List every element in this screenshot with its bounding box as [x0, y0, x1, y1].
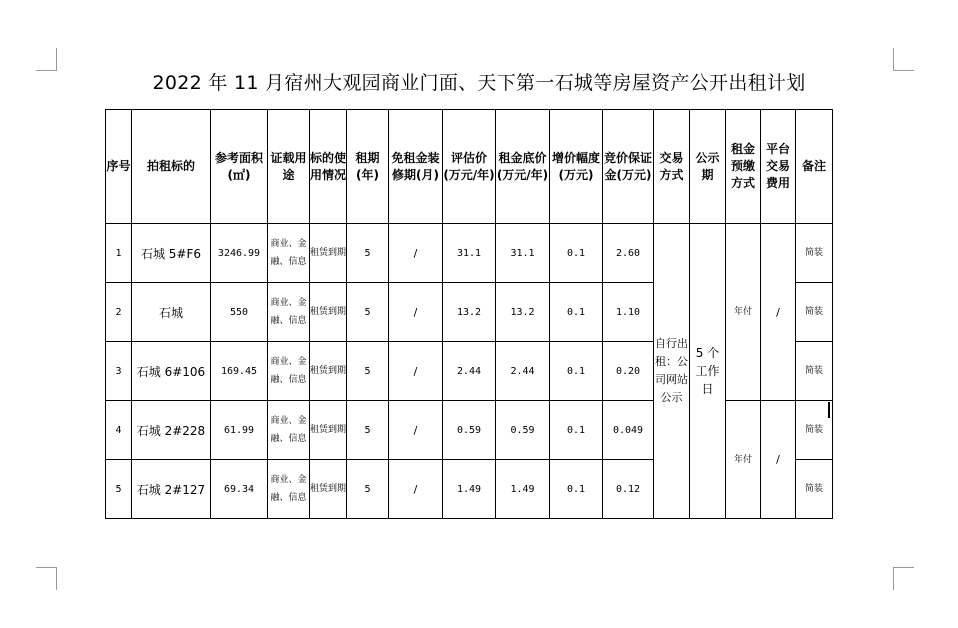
cell-term: 5	[347, 401, 389, 460]
rental-plan-table	[105, 109, 833, 519]
cell-no: 4	[106, 401, 132, 460]
cell-fee-a: /	[761, 224, 796, 401]
cell-area: 3246.99	[211, 224, 268, 283]
cell-area: 69.34	[211, 460, 268, 519]
header-method: 交易方式	[654, 110, 690, 224]
cell-area: 550	[211, 283, 268, 342]
cell-increment: 0.1	[550, 460, 603, 519]
header-no: 序号	[106, 110, 132, 224]
cell-target: 石城 2#127	[132, 460, 211, 519]
cell-usage: 租赁到期	[310, 283, 347, 342]
cell-reserve: 2.44	[496, 342, 550, 401]
cell-increment: 0.1	[550, 224, 603, 283]
cell-area: 61.99	[211, 401, 268, 460]
header-rentfree: 免租金装修期(月)	[389, 110, 443, 224]
cell-appraised: 31.1	[443, 224, 496, 283]
cell-reserve: 0.59	[496, 401, 550, 460]
cell-remark: 简装	[796, 342, 833, 401]
cell-rentfree: /	[389, 283, 443, 342]
cell-no: 1	[106, 224, 132, 283]
cell-reserve: 31.1	[496, 224, 550, 283]
cell-no: 5	[106, 460, 132, 519]
header-notice: 公示期	[690, 110, 726, 224]
header-reserve: 租金底价(万元/年)	[496, 110, 550, 224]
header-appraised: 评估价(万元/年)	[443, 110, 496, 224]
cell-notice: 5 个工作日	[690, 224, 726, 519]
text-cursor	[828, 402, 830, 418]
cell-target: 石城 6#106	[132, 342, 211, 401]
header-target: 拍租标的	[132, 110, 211, 224]
cell-prepay-b: 年付	[726, 401, 761, 519]
cell-reserve: 1.49	[496, 460, 550, 519]
cell-purpose: 商业、金融、信息	[268, 342, 310, 401]
cell-prepay-a: 年付	[726, 224, 761, 401]
cell-remark: 简装	[796, 460, 833, 519]
cell-no: 2	[106, 283, 132, 342]
cell-area: 169.45	[211, 342, 268, 401]
cell-term: 5	[347, 224, 389, 283]
cell-usage: 租赁到期	[310, 342, 347, 401]
crop-mark-bottom-left	[36, 567, 57, 590]
header-increment: 增价幅度(万元)	[550, 110, 603, 224]
cell-deposit: 2.60	[603, 224, 654, 283]
cell-fee-b: /	[761, 401, 796, 519]
cell-appraised: 1.49	[443, 460, 496, 519]
cell-term: 5	[347, 342, 389, 401]
cell-remark: 简装	[796, 224, 833, 283]
cell-appraised: 2.44	[443, 342, 496, 401]
table-row	[106, 224, 833, 283]
page-title: 2022 年 11 月宿州大观园商业门面、天下第一石城等房屋资产公开出租计划	[152, 72, 806, 94]
cell-usage: 租赁到期	[310, 224, 347, 283]
cell-usage: 租赁到期	[310, 460, 347, 519]
cell-rentfree: /	[389, 401, 443, 460]
cell-appraised: 13.2	[443, 283, 496, 342]
cell-term: 5	[347, 460, 389, 519]
cell-deposit: 0.12	[603, 460, 654, 519]
cell-reserve: 13.2	[496, 283, 550, 342]
header-area: 参考面积(㎡)	[211, 110, 268, 224]
cell-deposit: 0.049	[603, 401, 654, 460]
cell-increment: 0.1	[550, 342, 603, 401]
table-header-row	[106, 110, 833, 224]
cell-rentfree: /	[389, 224, 443, 283]
cell-rentfree: /	[389, 460, 443, 519]
header-usage: 标的使用情况	[310, 110, 347, 224]
cell-remark: 简装	[796, 283, 833, 342]
cell-purpose: 商业、金融、信息	[268, 401, 310, 460]
cell-remark: 简装	[796, 401, 833, 460]
cell-target: 石城 5#F6	[132, 224, 211, 283]
cell-rentfree: /	[389, 342, 443, 401]
cell-purpose: 商业、金融、信息	[268, 283, 310, 342]
cell-appraised: 0.59	[443, 401, 496, 460]
cell-term: 5	[347, 283, 389, 342]
cell-deposit: 0.20	[603, 342, 654, 401]
cell-target: 石城	[132, 283, 211, 342]
cell-purpose: 商业、金融、信息	[268, 224, 310, 283]
cell-deposit: 1.10	[603, 283, 654, 342]
header-term: 租期(年)	[347, 110, 389, 224]
cell-increment: 0.1	[550, 401, 603, 460]
cell-no: 3	[106, 342, 132, 401]
cell-usage: 租赁到期	[310, 401, 347, 460]
header-remark: 备注	[796, 110, 833, 224]
cell-method: 自行出租：公司网站公示	[654, 224, 690, 519]
cell-target: 石城 2#228	[132, 401, 211, 460]
cell-purpose: 商业、金融、信息	[268, 460, 310, 519]
crop-mark-bottom-right	[893, 567, 914, 590]
header-purpose: 证载用途	[268, 110, 310, 224]
header-prepay: 租金预缴方式	[726, 110, 761, 224]
cell-increment: 0.1	[550, 283, 603, 342]
header-fee: 平台交易费用	[761, 110, 796, 224]
header-deposit: 竞价保证金(万元)	[603, 110, 654, 224]
